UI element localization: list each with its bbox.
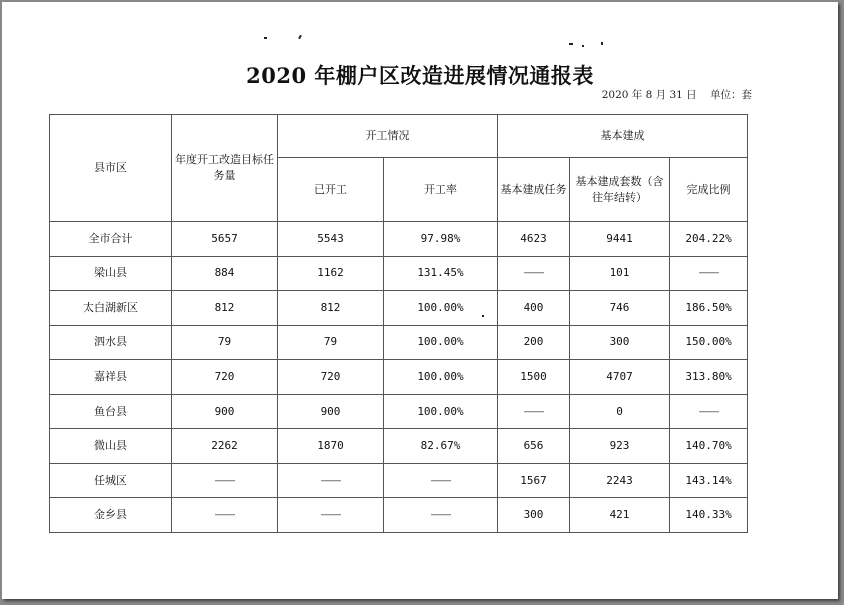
cell-started: 1162 xyxy=(278,256,384,291)
date-line xyxy=(602,87,752,102)
cell-completion-ratio: 313.80% xyxy=(670,360,748,395)
cell-completion-ratio: 140.33% xyxy=(670,498,748,533)
cell-completion-ratio: 186.50% xyxy=(670,291,748,326)
cell-build-task: 300 xyxy=(498,498,570,533)
cell-build-units: 746 xyxy=(570,291,670,326)
cell-completion-ratio: 140.70% xyxy=(670,429,748,464)
header-started: 已开工 xyxy=(278,158,384,222)
header-row xyxy=(50,115,748,158)
header-build-units: 基本建成套数（含往年结转） xyxy=(570,158,670,222)
cell-annual-target: 79 xyxy=(172,325,278,360)
scan-speck xyxy=(601,42,603,45)
cell-started: —— xyxy=(278,463,384,498)
cell-build-task: 1567 xyxy=(498,463,570,498)
cell-annual-target: —— xyxy=(172,498,278,533)
cell-start-rate: 100.00% xyxy=(384,325,498,360)
cell-build-task: 200 xyxy=(498,325,570,360)
table-row xyxy=(50,291,748,326)
cell-annual-target: 2262 xyxy=(172,429,278,464)
document-page xyxy=(2,2,838,599)
cell-started: 1870 xyxy=(278,429,384,464)
cell-build-units: 0 xyxy=(570,394,670,429)
cell-annual-target: 900 xyxy=(172,394,278,429)
cell-district: 微山县 xyxy=(50,429,172,464)
cell-build-task: 4623 xyxy=(498,222,570,257)
table-row xyxy=(50,222,748,257)
cell-district: 嘉祥县 xyxy=(50,360,172,395)
cell-district: 泗水县 xyxy=(50,325,172,360)
cell-start-rate: 97.98% xyxy=(384,222,498,257)
cell-started: 5543 xyxy=(278,222,384,257)
cell-completion-ratio: 143.14% xyxy=(670,463,748,498)
cell-start-rate: 131.45% xyxy=(384,256,498,291)
cell-build-units: 9441 xyxy=(570,222,670,257)
header-completion-ratio: 完成比例 xyxy=(670,158,748,222)
scan-speck xyxy=(298,35,302,39)
cell-build-units: 923 xyxy=(570,429,670,464)
cell-started: —— xyxy=(278,498,384,533)
cell-build-units: 4707 xyxy=(570,360,670,395)
cell-start-rate: 100.00% xyxy=(384,360,498,395)
cell-completion-ratio: —— xyxy=(670,394,748,429)
cell-district: 金乡县 xyxy=(50,498,172,533)
cell-start-rate: 100.00% xyxy=(384,394,498,429)
table-row xyxy=(50,360,748,395)
cell-started: 900 xyxy=(278,394,384,429)
cell-build-units: 300 xyxy=(570,325,670,360)
table-row xyxy=(50,394,748,429)
cell-annual-target: 5657 xyxy=(172,222,278,257)
header-build-task: 基本建成任务 xyxy=(498,158,570,222)
cell-start-rate: —— xyxy=(384,498,498,533)
header-build-group: 基本建成 xyxy=(498,115,748,158)
scan-speck xyxy=(569,43,573,45)
cell-build-task: —— xyxy=(498,256,570,291)
cell-build-units: 101 xyxy=(570,256,670,291)
scan-speck xyxy=(264,37,267,39)
document-title: 2020 年棚户区改造进展情况通报表 xyxy=(246,63,594,88)
table-row xyxy=(50,325,748,360)
cell-build-task: —— xyxy=(498,394,570,429)
cell-build-task: 656 xyxy=(498,429,570,464)
cell-started: 79 xyxy=(278,325,384,360)
cell-started: 812 xyxy=(278,291,384,326)
progress-table xyxy=(49,114,748,533)
cell-started: 720 xyxy=(278,360,384,395)
cell-completion-ratio: 204.22% xyxy=(670,222,748,257)
cell-district: 太白湖新区 xyxy=(50,291,172,326)
table-row xyxy=(50,463,748,498)
cell-annual-target: 812 xyxy=(172,291,278,326)
cell-district: 梁山县 xyxy=(50,256,172,291)
cell-annual-target: 884 xyxy=(172,256,278,291)
cell-build-task: 1500 xyxy=(498,360,570,395)
cell-district: 鱼台县 xyxy=(50,394,172,429)
cell-build-task: 400 xyxy=(498,291,570,326)
cell-district: 全市合计 xyxy=(50,222,172,257)
scan-speck xyxy=(582,45,584,47)
cell-start-rate: 100.00% xyxy=(384,291,498,326)
table-row xyxy=(50,498,748,533)
unit-label: 单位：套 xyxy=(710,89,752,101)
cell-completion-ratio: —— xyxy=(670,256,748,291)
report-date: 2020 年 8 月 31 日 xyxy=(601,89,697,101)
cell-start-rate: —— xyxy=(384,463,498,498)
header-annual-target: 年度开工改造目标任务量 xyxy=(172,115,278,222)
cell-district: 任城区 xyxy=(50,463,172,498)
table-row xyxy=(50,429,748,464)
cell-build-units: 421 xyxy=(570,498,670,533)
header-start-group: 开工情况 xyxy=(278,115,498,158)
cell-annual-target: 720 xyxy=(172,360,278,395)
cell-build-units: 2243 xyxy=(570,463,670,498)
cell-completion-ratio: 150.00% xyxy=(670,325,748,360)
table-row xyxy=(50,256,748,291)
header-start-rate: 开工率 xyxy=(384,158,498,222)
header-district: 县市区 xyxy=(50,115,172,222)
cell-annual-target: —— xyxy=(172,463,278,498)
cell-start-rate: 82.67% xyxy=(384,429,498,464)
